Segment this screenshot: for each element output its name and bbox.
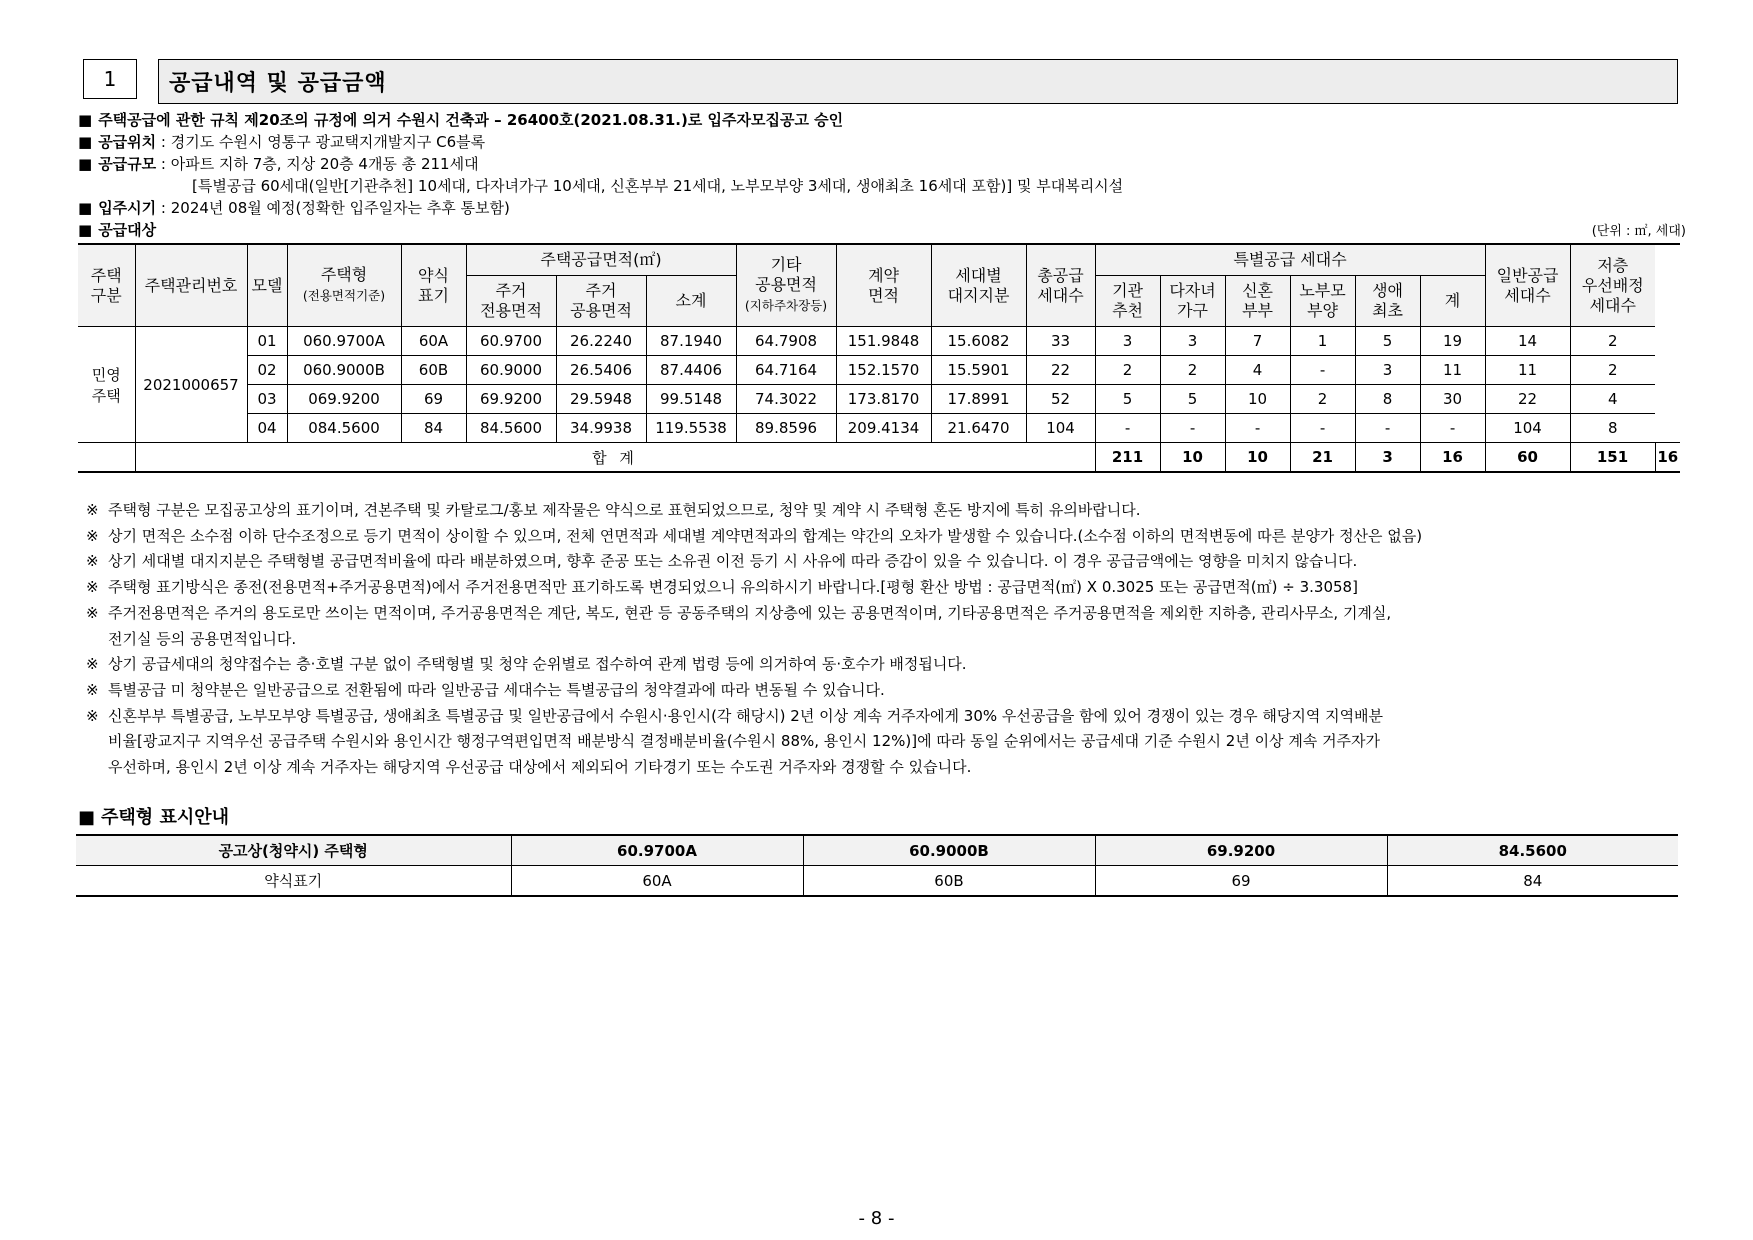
target-line (78, 220, 156, 240)
note-item (86, 549, 1686, 575)
table-cell: 3 (1160, 327, 1225, 356)
table-cell: 60.9700 (466, 327, 556, 356)
location-value: : 경기도 수원시 영통구 광교택지개발지구 C6블록 (156, 133, 486, 151)
note-text: 상기 세대별 대지지분은 주택형별 공급면적비율에 따라 배분하였으며, 향후 준공 또는 소유권 이전 등기 시 사유에 따라 증감이 있을 수 있습니다. 이 경우 공급금액에는 영향을 미치지 않습니다. (108, 552, 1358, 571)
table-cell: 64.7908 (736, 327, 836, 356)
reference-mark-icon: ※ (86, 578, 99, 597)
note-item (86, 498, 1686, 524)
table-cell: 14 (1485, 327, 1570, 356)
table-row (78, 327, 1680, 356)
reference-mark-icon: ※ (86, 655, 99, 674)
guide-row1-label: 공고상(청약시) 주택형 (76, 835, 511, 866)
table-cell: 3 (1355, 356, 1420, 385)
guide-cell: 60A (511, 866, 803, 897)
col-special-multichild: 다자녀 가구 (1160, 276, 1225, 327)
reference-mark-icon: ※ (86, 501, 99, 519)
table-cell: - (1290, 414, 1355, 443)
col-special-units: 특별공급 세대수 (1095, 244, 1485, 276)
table-cell: 5 (1095, 385, 1160, 414)
col-land-share: 세대별 대지지분 (931, 244, 1026, 327)
table-cell: 152.1570 (836, 356, 931, 385)
mgmt-no-cell: 2021000657 (135, 327, 247, 443)
table-cell: 15.5901 (931, 356, 1026, 385)
scale-value: : 아파트 지하 7층, 지상 20층 4개동 총 211세대 (156, 155, 479, 173)
table-cell: 084.5600 (287, 414, 401, 443)
note-text: 주거전용면적은 주거의 용도로만 쓰이는 면적이며, 주거공용면적은 계단, 복도, 현관 등 공동주택의 지상층에 있는 공용면적이며, 기타공용면적은 주거공용면적을 제외한 지하층, 관리사무소, 기계실, (108, 603, 1392, 622)
note-item (86, 678, 1686, 704)
table-cell: 60B (401, 356, 466, 385)
square-bullet-icon: ■ (78, 807, 96, 828)
square-bullet-icon: ■ (78, 155, 93, 173)
col-model: 모델 (247, 244, 287, 327)
total-cell: 211 (1095, 443, 1160, 473)
total-row (78, 443, 1680, 473)
approval-line (78, 110, 843, 130)
table-cell: 60.9000 (466, 356, 556, 385)
table-cell: 84 (401, 414, 466, 443)
guide-cell: 84 (1387, 866, 1678, 897)
col-general-units: 일반공급 세대수 (1485, 244, 1570, 327)
table-cell: 04 (247, 414, 287, 443)
square-bullet-icon: ■ (78, 133, 93, 151)
col-mgmt-no: 주택관리번호 (135, 244, 247, 327)
col-subtotal: 소계 (646, 276, 736, 327)
note-text: 비율[광교지구 지역우선 공급주택 수원시와 용인시간 행정구역편입면적 배분방식 결정배분비율(수원시 88%, 용인시 12%)]에 따라 동일 순위에서는 공급세대 기준 수원시 2년 이상 계속 거주자가 (108, 732, 1381, 751)
table-cell: 19 (1420, 327, 1485, 356)
col-special-sum: 계 (1420, 276, 1485, 327)
table-row (76, 835, 1678, 866)
display-guide-title: 주택형 표시안내 (101, 807, 229, 828)
table-cell: 173.8170 (836, 385, 931, 414)
supply-table (78, 243, 1680, 473)
guide-cell: 60B (803, 866, 1095, 897)
movein-label: 입주시기 (98, 199, 157, 217)
table-cell: 52 (1026, 385, 1095, 414)
table-cell: 2 (1160, 356, 1225, 385)
note-item (86, 704, 1686, 781)
table-cell: 84.5600 (466, 414, 556, 443)
table-cell: 4 (1570, 385, 1655, 414)
table-cell: 104 (1485, 414, 1570, 443)
table-cell: 104 (1026, 414, 1095, 443)
table-cell: 64.7164 (736, 356, 836, 385)
section-number: 1 (83, 59, 137, 99)
movein-line (78, 198, 510, 218)
table-cell: 02 (247, 356, 287, 385)
table-cell: - (1225, 414, 1290, 443)
table-cell: 060.9000B (287, 356, 401, 385)
total-cell: 151 (1570, 443, 1655, 473)
col-special-institution: 기관 추천 (1095, 276, 1160, 327)
col-abbr: 약식 표기 (401, 244, 466, 327)
table-cell: 87.4406 (646, 356, 736, 385)
col-supply-area: 주택공급면적(㎡) (466, 244, 736, 276)
table-cell: 4 (1225, 356, 1290, 385)
col-contract-area: 계약 면적 (836, 244, 931, 327)
total-label: 합 계 (135, 443, 1095, 473)
reference-mark-icon: ※ (86, 603, 99, 622)
table-cell: 5 (1355, 327, 1420, 356)
table-cell: 33 (1026, 327, 1095, 356)
guide-cell: 84.5600 (1387, 835, 1678, 866)
table-cell: 3 (1095, 327, 1160, 356)
total-cell: 16 (1655, 443, 1680, 473)
table-cell: 21.6470 (931, 414, 1026, 443)
table-cell: 1 (1290, 327, 1355, 356)
reference-mark-icon: ※ (86, 680, 99, 699)
note-text: 우선하며, 용인시 2년 이상 계속 거주자는 해당지역 우선공급 대상에서 제외되어 기타경기 또는 수도권 거주자와 경쟁할 수 있습니다. (108, 758, 972, 777)
table-cell: 29.5948 (556, 385, 646, 414)
table-cell: - (1160, 414, 1225, 443)
note-text: 상기 면적은 소수점 이하 단수조정으로 등기 면적이 상이할 수 있으며, 전체 연면적과 세대별 계약면적과의 합계는 약간의 오차가 발생할 수 있습니다.(소수점 이하의 면적변동에 따른 분양가 정산은 없음) (108, 526, 1423, 545)
table-cell: 2 (1570, 356, 1655, 385)
table-cell: 2 (1290, 385, 1355, 414)
table-cell: 30 (1420, 385, 1485, 414)
table-cell: 11 (1485, 356, 1570, 385)
note-text: 신혼부부 특별공급, 노부모부양 특별공급, 생애최초 특별공급 및 일반공급에서 수원시·용인시(각 해당시) 2년 이상 계속 거주자에게 30% 우선공급을 함에 있어 경쟁이 있는 경우 해당지역 지역배분 (108, 706, 1384, 725)
table-cell: - (1420, 414, 1485, 443)
col-special-elderly: 노부모 부양 (1290, 276, 1355, 327)
table-cell: 74.3022 (736, 385, 836, 414)
unit-note: (단위 : ㎡, 세대) (1591, 224, 1686, 239)
table-cell: 87.1940 (646, 327, 736, 356)
note-item (86, 601, 1686, 652)
col-special-newlywed: 신혼 부부 (1225, 276, 1290, 327)
table-cell: 17.8991 (931, 385, 1026, 414)
scale-detail: [특별공급 60세대(일반[기관추천] 10세대, 다자녀가구 10세대, 신혼부부 21세대, 노부모부양 3세대, 생애최초 16세대 포함)] 및 부대복리시설 (192, 177, 1124, 195)
table-cell: 99.5148 (646, 385, 736, 414)
display-guide-table (76, 834, 1678, 897)
table-cell: - (1355, 414, 1420, 443)
table-cell: 10 (1225, 385, 1290, 414)
note-text: 상기 공급세대의 청약접수는 층·호별 구분 없이 주택형별 및 청약 순위별로 접수하여 관계 법령 등에 의거하여 동·호수가 배정됩니다. (108, 655, 967, 674)
col-house-class: 주택 구분 (78, 244, 135, 327)
approval-text: 주택공급에 관한 규칙 제20조의 규정에 의거 수원시 건축과 – 26400호(2021.08.31.)로 입주자모집공고 승인 (98, 111, 844, 129)
total-cell: 21 (1290, 443, 1355, 473)
location-line (78, 132, 485, 152)
table-cell: 060.9700A (287, 327, 401, 356)
table-cell: 069.9200 (287, 385, 401, 414)
col-special-firsttime: 생애 최초 (1355, 276, 1420, 327)
house-class-cell: 민영 주택 (78, 327, 135, 443)
total-cell: 10 (1225, 443, 1290, 473)
table-row (78, 414, 1680, 443)
total-cell: 16 (1420, 443, 1485, 473)
table-cell: 89.8596 (736, 414, 836, 443)
table-cell: 34.9938 (556, 414, 646, 443)
target-label: 공급대상 (98, 221, 157, 239)
table-row (76, 866, 1678, 897)
reference-mark-icon: ※ (86, 552, 99, 571)
reference-mark-icon: ※ (86, 526, 99, 545)
note-text: 전기실 등의 공용면적입니다. (108, 629, 297, 648)
table-cell: 69.9200 (466, 385, 556, 414)
supply-table-header (78, 244, 1680, 327)
total-cell: 3 (1355, 443, 1420, 473)
page-number: - 8 - (858, 1208, 895, 1229)
col-common-area: 주거 공용면적 (556, 276, 646, 327)
supply-table-body (78, 327, 1680, 473)
col-low-floor: 저층 우선배정 세대수 (1570, 244, 1655, 327)
guide-cell: 60.9000B (803, 835, 1095, 866)
table-cell: 22 (1485, 385, 1570, 414)
table-cell: 2 (1570, 327, 1655, 356)
scale-label: 공급규모 (98, 155, 157, 173)
table-cell: 8 (1570, 414, 1655, 443)
table-cell: 11 (1420, 356, 1485, 385)
square-bullet-icon: ■ (78, 199, 93, 217)
table-cell: - (1290, 356, 1355, 385)
table-cell: 5 (1160, 385, 1225, 414)
guide-cell: 60.9700A (511, 835, 803, 866)
table-cell: 22 (1026, 356, 1095, 385)
note-text: 특별공급 미 청약분은 일반공급으로 전환됨에 따라 일반공급 세대수는 특별공급의 청약결과에 따라 변동될 수 있습니다. (108, 680, 885, 699)
table-cell: 69 (401, 385, 466, 414)
display-guide-heading (78, 803, 229, 829)
note-item (86, 652, 1686, 678)
square-bullet-icon: ■ (78, 221, 93, 239)
table-cell: 26.2240 (556, 327, 646, 356)
note-text: 주택형 구분은 모집공고상의 표기이며, 견본주택 및 카탈로그/홍보 제작물은 약식으로 표현되었으므로, 청약 및 계약 시 주택형 혼돈 방지에 특히 유의바랍니다. (108, 501, 1141, 519)
movein-value: : 2024년 08월 예정(정확한 입주일자는 추후 통보함) (156, 199, 510, 217)
table-row (78, 356, 1680, 385)
table-cell: 01 (247, 327, 287, 356)
table-cell: 26.5406 (556, 356, 646, 385)
notes-list (86, 498, 1686, 781)
guide-cell: 69.9200 (1095, 835, 1387, 866)
table-cell: 8 (1355, 385, 1420, 414)
table-cell: 151.9848 (836, 327, 931, 356)
table-cell: 7 (1225, 327, 1290, 356)
col-excl-area: 주거 전용면적 (466, 276, 556, 327)
location-label: 공급위치 (98, 133, 157, 151)
total-cell: 10 (1160, 443, 1225, 473)
guide-cell: 69 (1095, 866, 1387, 897)
section-title: 공급내역 및 공급금액 (158, 59, 1678, 104)
table-cell: 209.4134 (836, 414, 931, 443)
reference-mark-icon: ※ (86, 706, 99, 725)
scale-line (78, 154, 479, 174)
col-total-units: 총공급 세대수 (1026, 244, 1095, 327)
total-cell: 60 (1485, 443, 1570, 473)
table-row (78, 385, 1680, 414)
col-house-type: 주택형 (전용면적기준) (287, 244, 401, 327)
guide-row2-label: 약식표기 (76, 866, 511, 897)
note-item (86, 575, 1686, 601)
table-cell: - (1095, 414, 1160, 443)
square-bullet-icon: ■ (78, 111, 93, 129)
table-cell: 119.5538 (646, 414, 736, 443)
table-cell: 2 (1095, 356, 1160, 385)
table-cell: 15.6082 (931, 327, 1026, 356)
col-other-common: 기타 공용면적 (지하주차장등) (736, 244, 836, 327)
table-cell: 03 (247, 385, 287, 414)
note-item (86, 524, 1686, 550)
table-cell: 60A (401, 327, 466, 356)
note-text: 주택형 표기방식은 종전(전용면적+주거공용면적)에서 주거전용면적만 표기하도록 변경되었으니 유의하시기 바랍니다.[평형 환산 방법 : 공급면적(㎡) X 0.3025 또는 공급면적(㎡) ÷ 3.3058] (108, 578, 1358, 597)
